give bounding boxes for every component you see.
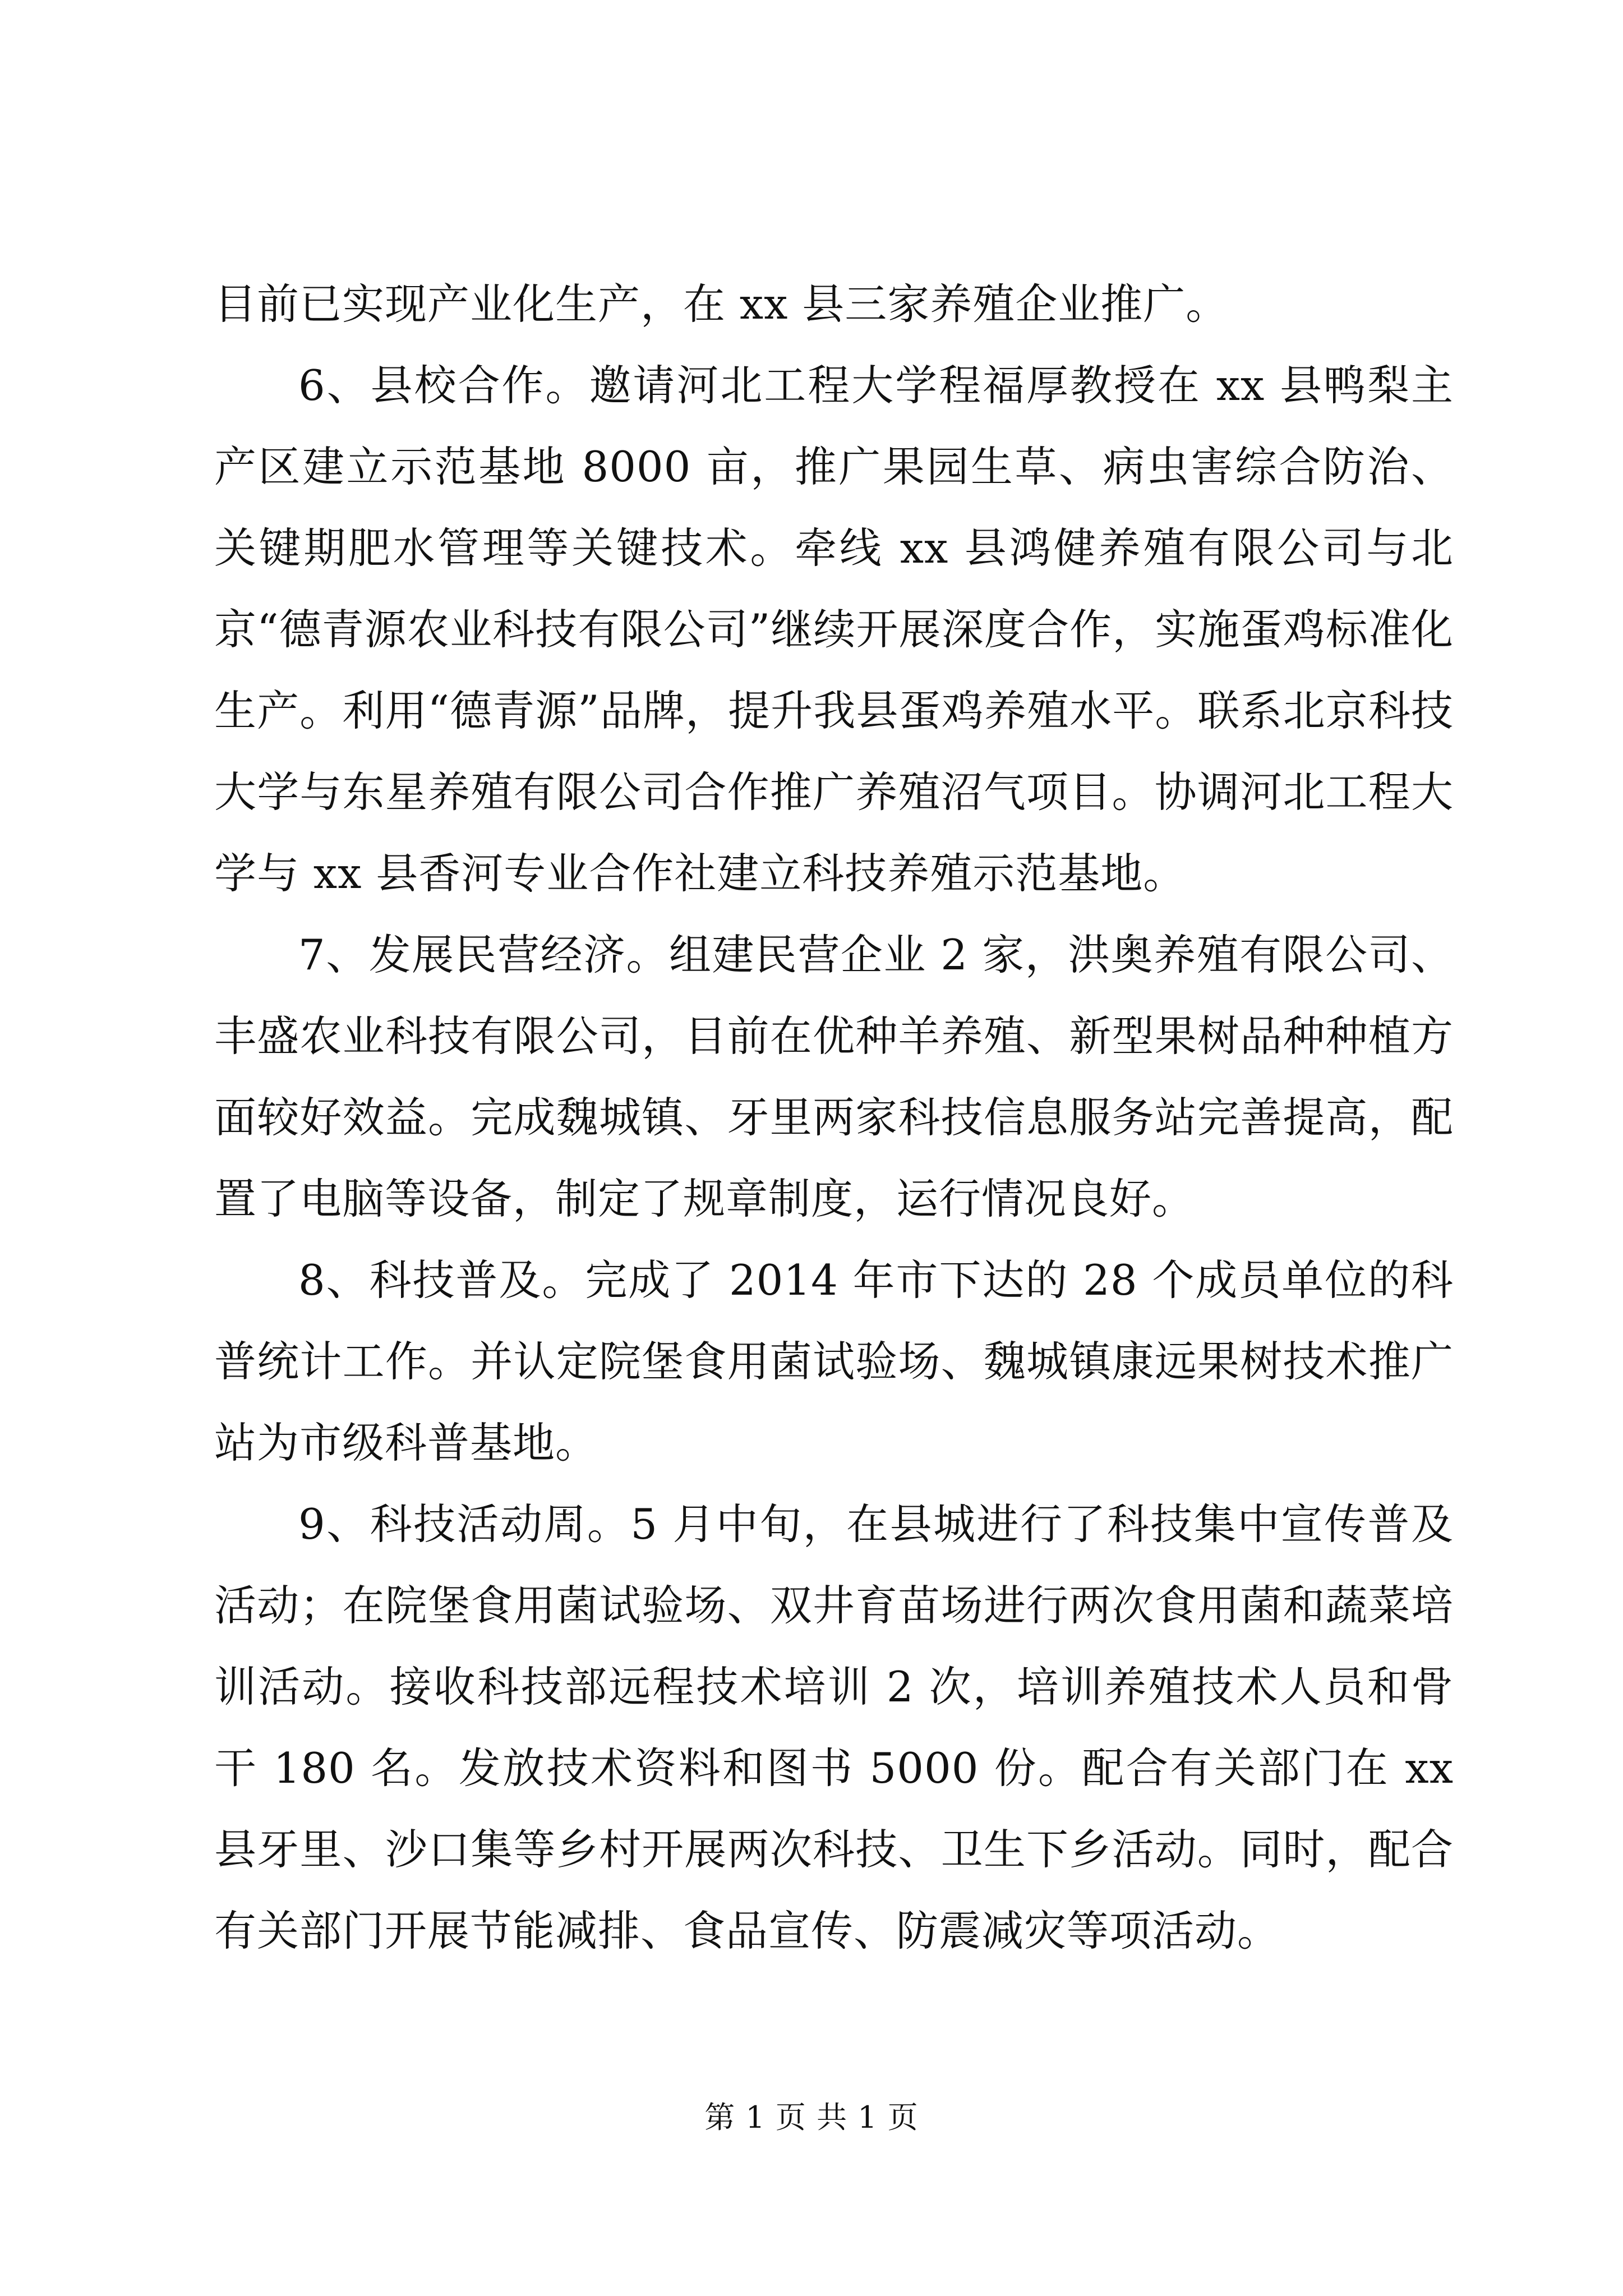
paragraph-item-8: 8、科技普及。完成了 2014 年市下达的 28 个成员单位的科普统计工作。并认定院堡食用菌试验场、魏城镇康远果树技术推广站为市级科普基地。 bbox=[214, 1255, 1454, 1467]
paragraph-item-6: 6、县校合作。邀请河北工程大学程福厚教授在 xx 县鸭梨主产区建立示范基地 8000 亩，推广果园生草、病虫害综合防治、关键期肥水管理等关键技术。牵线 xx 县鸿健养殖有限公司与北京“德青源农业科技有限公司”继续开展深度合作，实施蛋鸡标准化生产。利用“德青源”品牌，提升我县蛋鸡养殖水平。联系北京科技大学与东星养殖有限公司合作推广养殖沼气项目。协调河北工程大学与 xx 县香河专业合作社建立科技养殖示范基地。 bbox=[214, 361, 1454, 898]
paragraph-continuation: 目前已实现产业化生产，在 xx 县三家养殖企业推广。 bbox=[214, 279, 1229, 329]
document-body bbox=[214, 264, 1454, 1972]
paragraph-item-7: 7、发展民营经济。组建民营企业 2 家，洪奥养殖有限公司、丰盛农业科技有限公司，目前在优种羊养殖、新型果树品种种植方面较好效益。完成魏城镇、牙里两家科技信息服务站完善提高，配置了电脑等设备，制定了规章制度，运行情况良好。 bbox=[214, 930, 1454, 1223]
paragraph-item-9: 9、科技活动周。5 月中旬，在县城进行了科技集中宣传普及活动；在院堡食用菌试验场、双井育苗场进行两次食用菌和蔬菜培训活动。接收科技部远程技术培训 2 次，培训养殖技术人员和骨干 180 名。发放技术资料和图书 5000 份。配合有关部门在 xx 县牙里、沙口集等乡村开展两次科技、卫生下乡活动。同时，配合有关部门开展节能减排、食品宣传、防震减灾等项活动。 bbox=[214, 1499, 1454, 1955]
page-footer: 第 1 页 共 1 页 bbox=[704, 2100, 919, 2135]
